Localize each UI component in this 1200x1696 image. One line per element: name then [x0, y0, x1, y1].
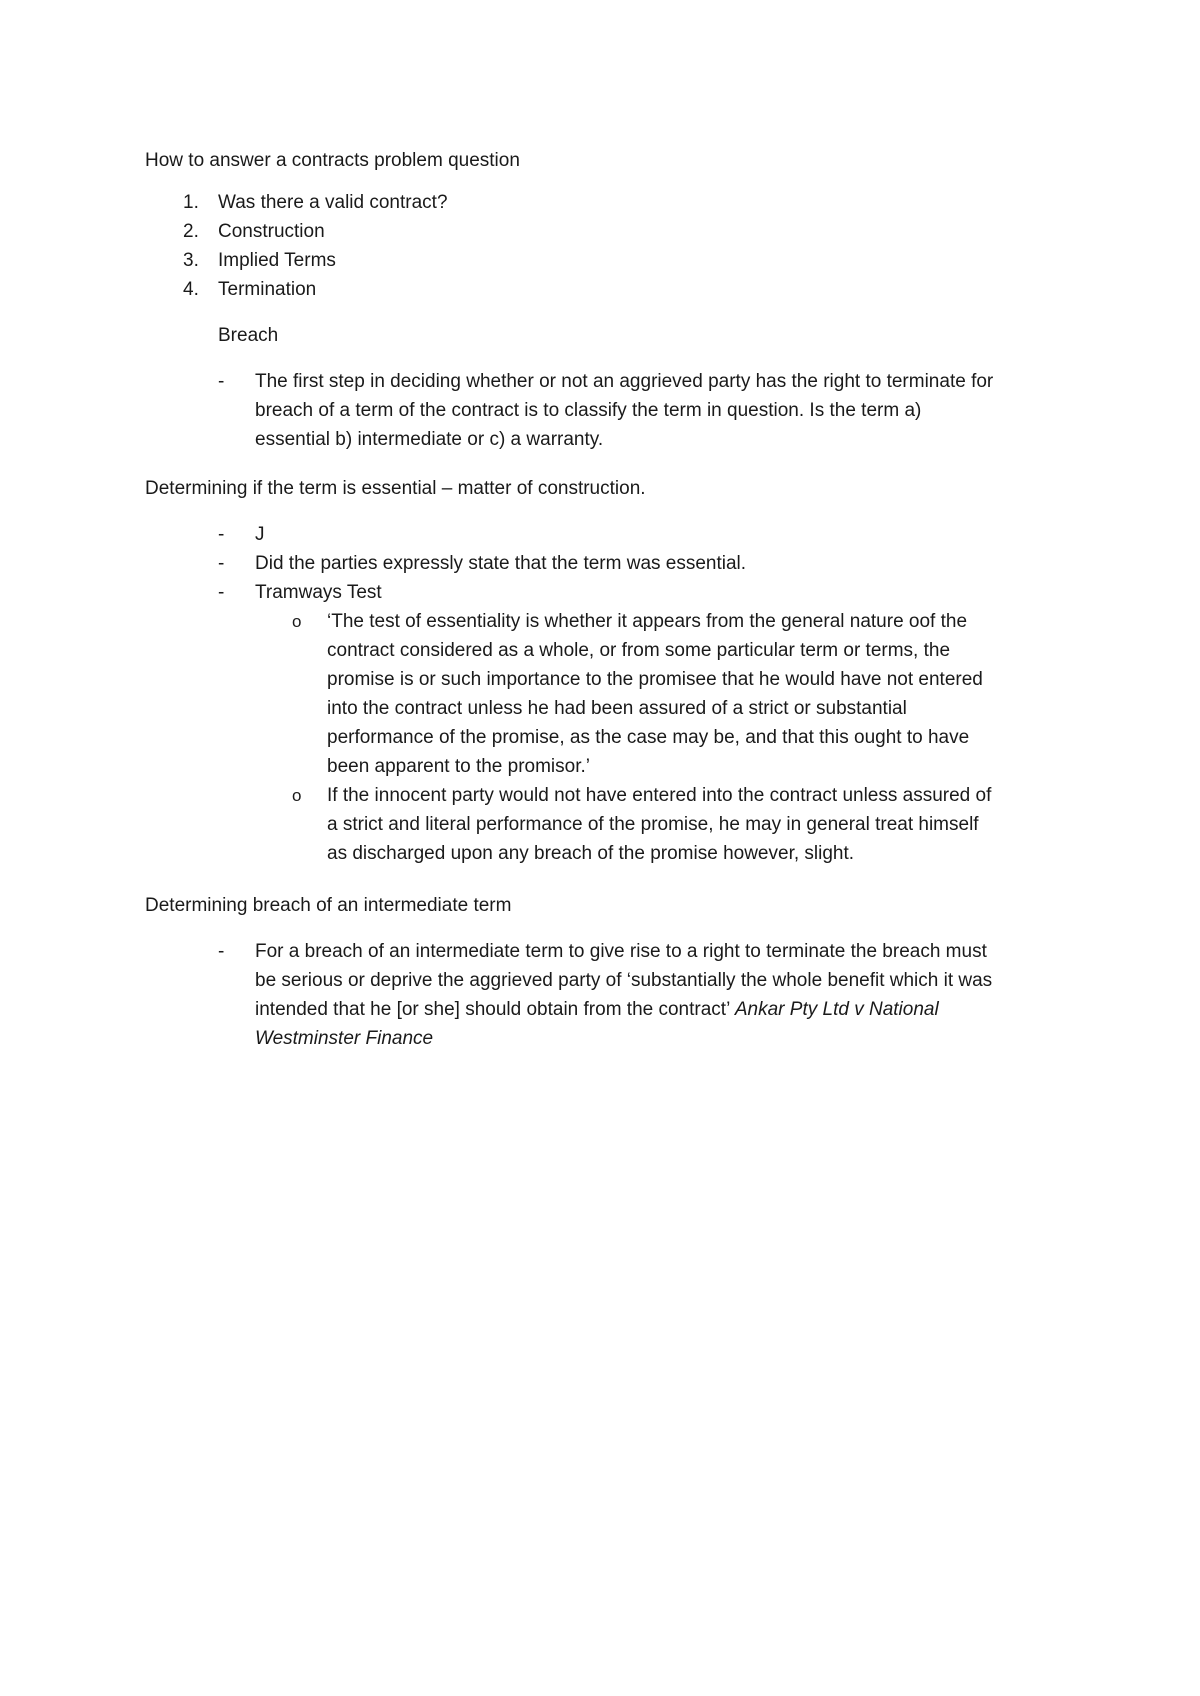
bullet-text-plain: intended that he [or she] should obtain from the contract’	[255, 999, 735, 1020]
sub-bullet-marker: o	[292, 612, 302, 631]
bullet-marker: -	[218, 553, 225, 574]
bullet-marker: -	[218, 941, 225, 962]
bullet-text: be serious or deprive the aggrieved party of ‘substantially the whole benefit which it was	[255, 970, 993, 991]
sub-bullet-marker: o	[292, 786, 302, 805]
sub-bullet-text: promise is or such importance to the promisee that he would have not entered	[327, 669, 983, 690]
breach-label: Breach	[218, 325, 279, 346]
bullet-text: essential b) intermediate or c) a warranty.	[255, 429, 604, 450]
bullet-marker: -	[218, 524, 225, 545]
list-number: 2.	[183, 221, 199, 242]
section-heading: Determining breach of an intermediate term	[145, 895, 512, 916]
sub-bullet-text: been apparent to the promisor.’	[327, 756, 591, 777]
sub-bullet-text: performance of the promise, as the case may be, and that this ought to have	[327, 727, 970, 748]
case-citation: Westminster Finance	[255, 1028, 434, 1049]
bullet-text	[255, 995, 939, 1024]
list-text: Termination	[218, 279, 317, 300]
bullet-text: breach of a term of the contract is to classify the term in question. Is the term a)	[255, 400, 922, 421]
list-text: Was there a valid contract?	[218, 192, 448, 213]
list-text: Implied Terms	[218, 250, 336, 271]
list-text: Construction	[218, 221, 325, 242]
page-heading: How to answer a contracts problem question	[145, 150, 520, 171]
sub-bullet-text: ‘The test of essentiality is whether it appears from the general nature oof the	[327, 611, 968, 632]
bullet-text: For a breach of an intermediate term to give rise to a right to terminate the breach must	[255, 941, 987, 962]
sub-bullet-text: If the innocent party would not have entered into the contract unless assured of	[327, 785, 992, 806]
list-number: 3.	[183, 250, 199, 271]
bullet-text: Tramways Test	[255, 582, 382, 603]
sub-bullet-text: a strict and literal performance of the promise, he may in general treat himself	[327, 814, 979, 835]
sub-bullet-text: as discharged upon any breach of the promise however, slight.	[327, 843, 855, 864]
bullet-marker: -	[218, 582, 225, 603]
bullet-marker: -	[218, 371, 225, 392]
bullet-text: The first step in deciding whether or not an aggrieved party has the right to terminate for	[255, 371, 994, 392]
section-heading: Determining if the term is essential – matter of construction.	[145, 478, 646, 499]
case-citation: Ankar Pty Ltd v National	[734, 999, 939, 1020]
sub-bullet-text: into the contract unless he had been assured of a strict or substantial	[327, 698, 907, 719]
bullet-text: J	[255, 524, 265, 545]
sub-bullet-text: contract considered as a whole, or from some particular term or terms, the	[327, 640, 951, 661]
list-number: 1.	[183, 192, 199, 213]
bullet-text: Did the parties expressly state that the term was essential.	[255, 553, 747, 574]
list-number: 4.	[183, 279, 199, 300]
